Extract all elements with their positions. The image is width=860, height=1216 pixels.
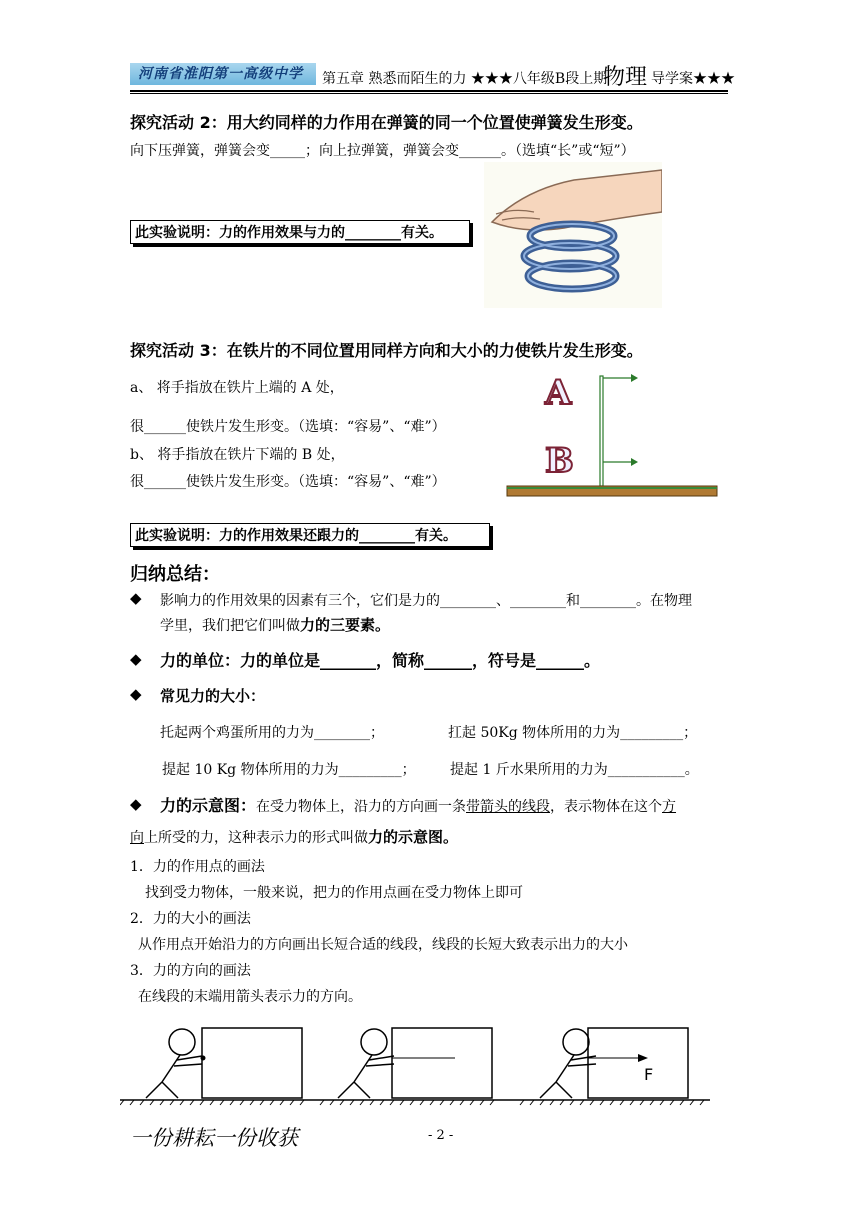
step2-title: 2．力的大小的画法	[130, 911, 251, 927]
diagram-text-d: 方	[662, 799, 677, 815]
activity3-title: 探究活动 3：在铁片的不同位置用同样方向和大小的力使铁片发生形变。	[130, 341, 643, 360]
activity3-line-a2: 很______使铁片发生形变。（选填：“容易”、“难”）	[130, 419, 446, 435]
factors-line-2-text: 学里，我们把它们叫做	[160, 618, 300, 634]
header-rule-thin	[130, 93, 728, 94]
figure-1	[146, 1028, 302, 1098]
factors-line-1: 影响力的作用效果的因素有三个，它们是力的________、________和________。在物理	[160, 593, 692, 609]
figure-3	[540, 1028, 688, 1098]
spring-illustration	[484, 162, 662, 308]
diagram-label: 力的示意图：	[160, 796, 257, 815]
diagram-line-2	[130, 826, 458, 847]
common-force-2: 扛起 50Kg 物体所用的力为_________；	[448, 725, 698, 741]
step1-text: 找到受力物体，一般来说，把力的作用点画在受力物体上即可	[145, 885, 523, 901]
subject-title: 物理	[603, 65, 648, 90]
force-drawing-steps	[120, 1020, 720, 1106]
step3-text: 在线段的末端用箭头表示力的方向。	[138, 989, 362, 1005]
header-chapter	[322, 68, 607, 88]
page-number: - 2 -	[428, 1128, 454, 1143]
diagram-text-f: 上所受的力，这种表示力的形式叫做	[144, 830, 368, 846]
bullet-icon: ◆	[130, 685, 142, 703]
activity3-line-a1: a、 将手指放在铁片上端的 A 处，	[130, 380, 344, 396]
step1-title: 1．力的作用点的画法	[130, 859, 265, 875]
force-label: F	[644, 1065, 654, 1084]
bullet-icon: ◆	[130, 795, 142, 813]
activity2-question: 向下压弹簧，弹簧会变_____；向上拉弹簧，弹簧会变______。（选填“长”或“短”）	[130, 143, 635, 159]
common-force-label: 常见力的大小：	[160, 687, 266, 705]
label-b: B	[545, 441, 574, 481]
figure-2	[338, 1028, 492, 1098]
bullet-icon: ◆	[130, 589, 142, 607]
common-force-4: 提起 1 斤水果所用的力为___________。	[450, 762, 699, 778]
grade-text: ★★★八年级B段上期	[470, 71, 608, 87]
common-force-3: 提起 10 Kg 物体所用的力为_________；	[162, 762, 416, 778]
activity3-conclusion: 此实验说明：力的作用效果还跟力的________有关。	[130, 523, 490, 547]
school-logo: 河南省淮阳第一高级中学	[130, 63, 316, 85]
iron-plate-diagram	[505, 366, 720, 502]
activity2-conclusion: 此实验说明：力的作用效果与力的________有关。	[130, 220, 470, 244]
step2-text: 从作用点开始沿力的方向画出长短合适的线段，线段的长短大致表示出力的大小	[138, 937, 628, 953]
activity3-line-b1: b、 将手指放在铁片下端的 B 处，	[130, 447, 345, 463]
step3-title: 3．力的方向的画法	[130, 963, 251, 979]
force-diagram-term: 力的示意图。	[368, 828, 459, 846]
bullet-icon: ◆	[130, 650, 142, 668]
summary-heading: 归纳总结：	[130, 564, 220, 585]
chapter-text: 第五章 熟悉而陌生的力	[322, 71, 467, 87]
activity3-line-b2: 很______使铁片发生形变。（选填：“容易”、“难”）	[130, 474, 446, 490]
diagram-text-a: 在受力物体上，沿力的方向画一条	[256, 799, 467, 815]
label-a: A	[545, 373, 572, 413]
footer-motto: 一份耕耘一份收获	[130, 1126, 298, 1150]
diagram-text-c: ，表示物体在这个	[550, 799, 663, 815]
factors-line-2	[160, 614, 390, 635]
diagram-text-e: 向	[130, 830, 144, 846]
doc-type: 导学案★★★	[651, 71, 735, 87]
header-rule	[130, 90, 728, 92]
unit-line: 力的单位：力的单位是_______，简称______，符号是______。	[160, 651, 601, 670]
diagram-line-1	[160, 793, 676, 816]
diagram-text-b: 带箭头的线段	[466, 799, 551, 815]
three-elements-term: 力的三要素。	[300, 616, 391, 634]
common-force-1: 托起两个鸡蛋所用的力为________；	[160, 725, 384, 741]
activity2-title: 探究活动 2：用大约同样的力作用在弹簧的同一个位置使弹簧发生形变。	[130, 113, 643, 132]
